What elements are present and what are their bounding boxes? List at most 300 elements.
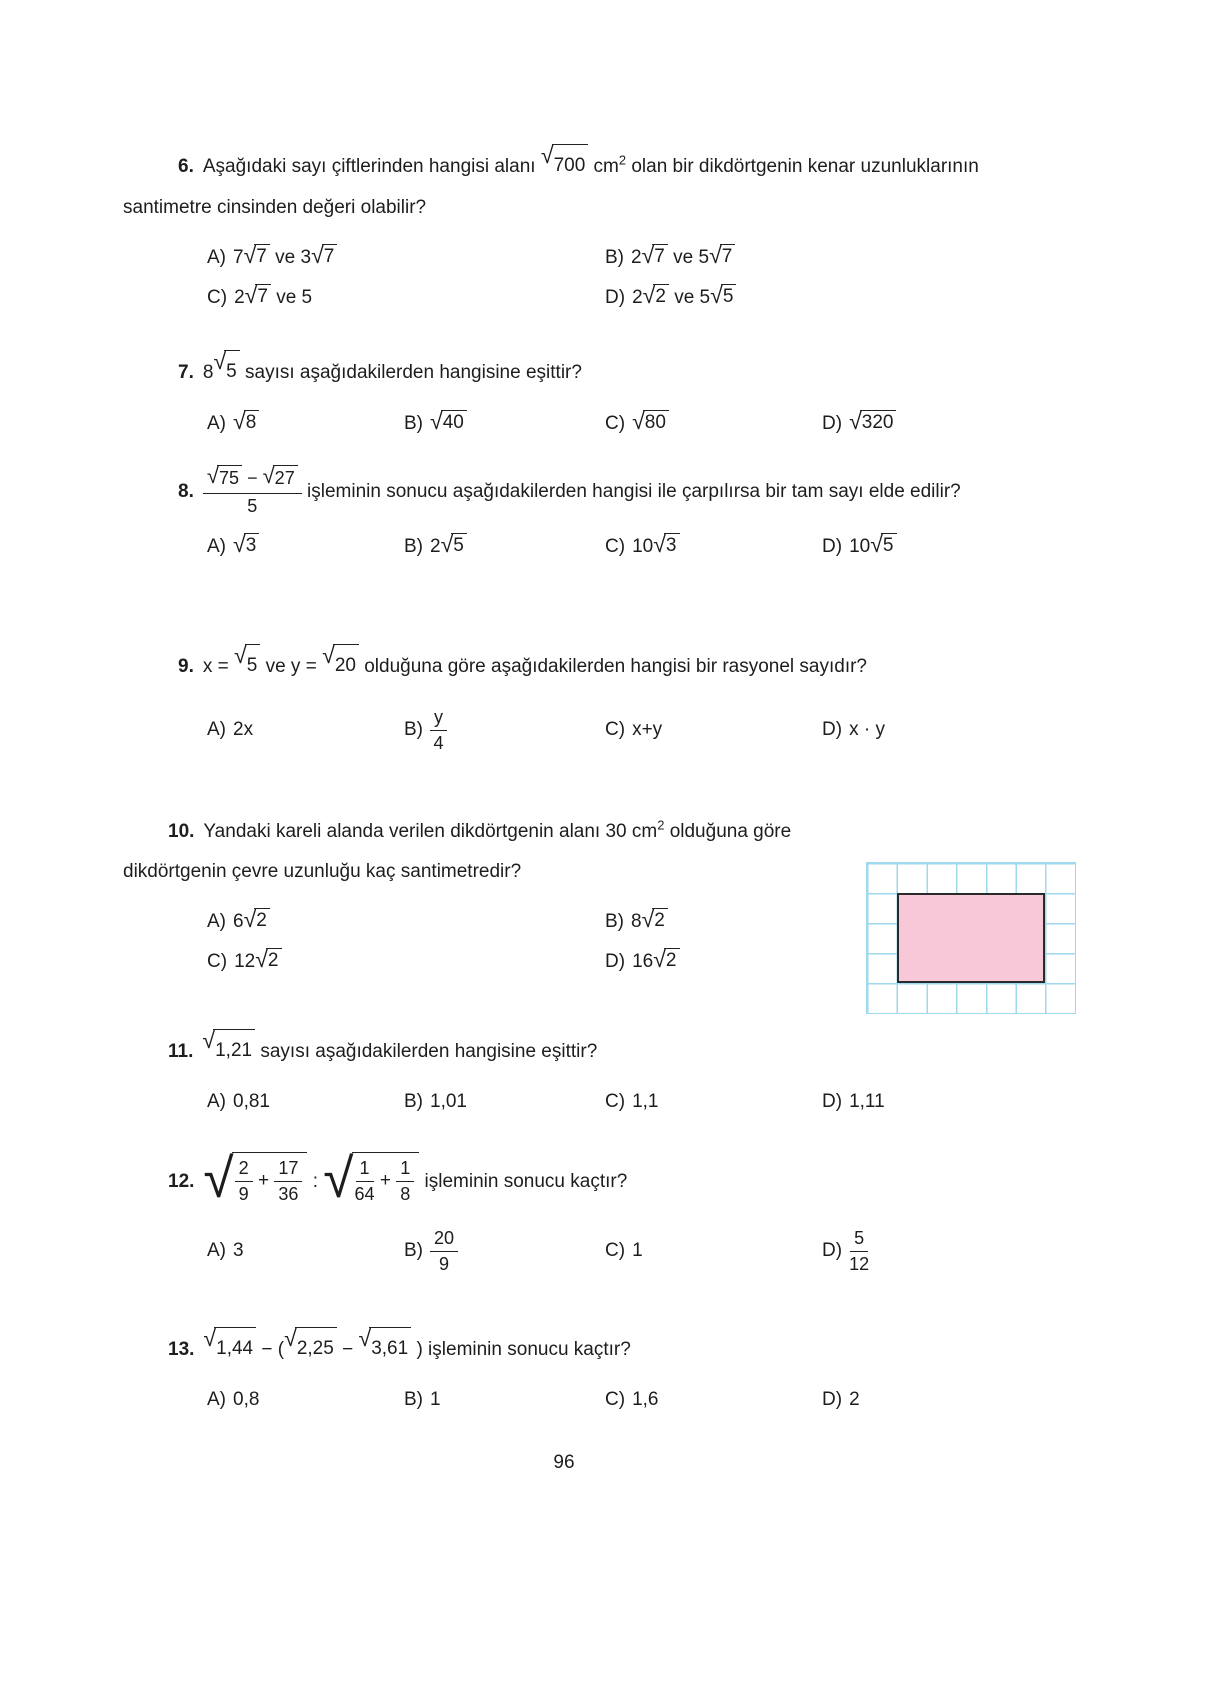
denominator — [400, 1182, 410, 1206]
option-value — [234, 946, 281, 973]
numerator — [850, 1227, 868, 1252]
math-text: 5 — [854, 1228, 865, 1249]
radicand — [652, 908, 668, 932]
option — [207, 1091, 404, 1113]
question-text — [123, 142, 985, 219]
math-text: 2 — [430, 536, 441, 558]
math-text: 4 — [433, 732, 444, 753]
shaded-rectangle — [897, 893, 1046, 983]
option-label: C) — [207, 287, 228, 309]
math-text: ve y = — [260, 656, 323, 678]
radicand — [652, 244, 668, 268]
options-row — [207, 706, 1013, 754]
option-value — [632, 1091, 658, 1112]
math-text: 7 — [323, 246, 335, 268]
math-text: cm — [588, 156, 619, 178]
radical-sign-icon: √ — [206, 463, 219, 488]
option-value — [849, 531, 896, 558]
radical-expression — [870, 533, 896, 557]
math-text: Yandaki kareli alanda verilen dikdörtgenin alanı 30 cm — [203, 821, 658, 843]
option — [404, 706, 605, 754]
numerator — [203, 463, 302, 494]
option-label: A) — [207, 719, 226, 741]
denominator — [433, 731, 443, 755]
numerator — [430, 706, 447, 731]
options-row — [207, 242, 1013, 310]
question-number: 9. — [178, 656, 194, 678]
numerator — [235, 1157, 253, 1182]
question-stem — [123, 1325, 1013, 1371]
option-label: A) — [207, 1091, 226, 1112]
math-text: 5 — [247, 495, 258, 516]
radicand — [255, 284, 271, 308]
radicand — [214, 1327, 256, 1369]
radical-sign-icon: √ — [540, 142, 554, 169]
radicand — [369, 1327, 411, 1369]
question — [123, 642, 1013, 754]
math-text: 3 — [233, 1240, 244, 1262]
option — [605, 719, 822, 741]
option-value — [233, 1389, 259, 1410]
option — [822, 408, 1013, 436]
radical-sign-icon: √ — [709, 242, 722, 269]
option-value — [631, 906, 668, 933]
option — [822, 719, 1013, 741]
math-text: x · y — [849, 719, 885, 741]
superscript: 2 — [657, 818, 665, 833]
math-text: 1 — [400, 1158, 411, 1178]
radical-sign-icon: √ — [203, 1325, 217, 1351]
option-value — [632, 282, 736, 309]
radicand — [720, 244, 736, 268]
question-stem — [123, 141, 1013, 228]
radicand — [254, 908, 270, 932]
option-value — [632, 408, 669, 434]
option — [822, 531, 1013, 559]
radical-expression — [643, 284, 669, 308]
math-text: 40 — [442, 412, 464, 433]
radicand — [232, 1152, 308, 1207]
math-text: 64 — [354, 1183, 375, 1204]
radical-expression — [653, 948, 679, 972]
option-label: C) — [207, 951, 228, 973]
options-row — [207, 1389, 1013, 1411]
option — [605, 906, 823, 934]
radical-sign-icon: √ — [440, 531, 454, 558]
option-value — [632, 1240, 643, 1261]
radical-expression — [441, 533, 467, 557]
math-text: 320 — [861, 412, 894, 433]
math-text: − ( — [256, 1339, 285, 1361]
math-text: sayısı aşağıdakilerden hangisine eşittir? — [239, 362, 582, 384]
option-label: A) — [207, 911, 226, 933]
question-number: 13. — [168, 1339, 195, 1361]
radical-expression — [244, 244, 270, 268]
option — [207, 719, 404, 741]
option-label: D) — [822, 719, 843, 741]
question-text — [202, 348, 582, 384]
radical-expression — [541, 144, 588, 186]
math-text: 7 — [721, 246, 733, 268]
option-label: C) — [605, 1240, 626, 1262]
option-value — [849, 1091, 885, 1112]
fraction — [396, 1157, 414, 1205]
radical-sign-icon: √ — [213, 348, 227, 374]
radicand — [451, 533, 467, 557]
math-text: ve 3 — [269, 247, 312, 269]
option-label: D) — [605, 287, 626, 309]
question-stem — [123, 463, 1013, 517]
denominator — [239, 1182, 249, 1206]
radical-expression — [709, 244, 735, 268]
math-text: 1 — [430, 1389, 441, 1410]
option — [207, 282, 605, 310]
math-text: işleminin sonucu aşağıdakilerden hangisi ile çarpılırsa bir tam sayı elde edilir? — [301, 481, 961, 503]
math-text: 1 — [632, 1240, 643, 1262]
radicand — [721, 284, 737, 308]
radical-expression — [323, 1147, 419, 1209]
radical-expression — [244, 908, 270, 932]
option — [207, 242, 605, 270]
radical-expression — [653, 533, 679, 557]
superscript: 2 — [618, 153, 627, 168]
radical-expression — [233, 533, 259, 557]
option-value — [849, 1228, 870, 1274]
math-text: 3 — [665, 535, 677, 557]
radicand — [266, 948, 282, 972]
option-value — [631, 242, 735, 269]
math-text: x = — [202, 656, 235, 678]
question-stem — [123, 1027, 1013, 1073]
math-text: 7 — [233, 247, 244, 269]
question-stem — [123, 806, 823, 892]
fraction — [355, 1157, 375, 1205]
options-row — [207, 906, 823, 974]
radical-sign-icon: √ — [233, 531, 246, 558]
math-text: 2 — [654, 910, 665, 932]
question-number: 10. — [168, 821, 195, 843]
numerator — [396, 1157, 414, 1182]
option — [207, 1240, 404, 1262]
math-text: 0,8 — [233, 1389, 260, 1410]
option-label: B) — [404, 1389, 423, 1410]
radical-expression — [632, 410, 669, 434]
math-text: 2 — [267, 950, 279, 972]
option-label: B) — [404, 1240, 423, 1262]
math-text: 1,11 — [849, 1091, 885, 1112]
radical-sign-icon: √ — [653, 946, 666, 973]
option-label: A) — [207, 1389, 226, 1410]
radical-sign-icon: √ — [233, 408, 246, 434]
numerator — [274, 1157, 302, 1182]
question-text — [203, 463, 961, 516]
option-value — [632, 531, 679, 558]
math-text: 2 — [256, 910, 267, 932]
fraction — [203, 463, 302, 517]
math-text: 7 — [257, 286, 268, 308]
option-value — [430, 408, 467, 434]
question-stem — [123, 1147, 1013, 1209]
option — [404, 408, 605, 436]
math-text: 5 — [882, 535, 894, 557]
radical-expression — [203, 1327, 256, 1369]
math-text: 2 — [234, 287, 245, 309]
radical-expression — [710, 284, 736, 308]
option-label: D) — [605, 951, 626, 973]
math-text: 5 — [246, 655, 258, 676]
radicand — [322, 244, 338, 268]
radical-expression — [233, 410, 259, 434]
math-text: 3 — [245, 535, 257, 557]
radicand — [213, 1029, 255, 1071]
option-label: B) — [404, 719, 423, 741]
option-value — [849, 408, 896, 434]
option — [605, 946, 823, 974]
question-number: 11. — [168, 1041, 194, 1063]
radicand — [881, 533, 897, 557]
option-label: C) — [605, 719, 626, 741]
math-text: 2 — [665, 950, 677, 972]
math-text: 12 — [849, 1253, 870, 1274]
radicand — [664, 948, 680, 972]
math-text: 1 — [359, 1158, 370, 1178]
radical-sign-icon: √ — [202, 1027, 216, 1053]
radicand — [643, 410, 669, 434]
radical-expression — [322, 644, 359, 686]
math-text: 2 — [655, 286, 666, 308]
math-text: ve 5 — [667, 247, 710, 269]
option — [822, 1227, 1013, 1275]
question — [123, 806, 823, 974]
radical-expression — [849, 410, 896, 434]
radicand — [217, 465, 242, 490]
option — [605, 1240, 822, 1262]
option-value — [430, 707, 447, 753]
radical-expression — [207, 465, 242, 490]
option-value — [233, 906, 270, 933]
radical-sign-icon: √ — [243, 906, 257, 933]
math-text: 1,01 — [430, 1091, 467, 1112]
math-text: 1,1 — [632, 1091, 659, 1112]
page-number: 96 — [553, 1452, 575, 1473]
question-number: 12. — [168, 1170, 195, 1192]
radical-sign-icon: √ — [653, 531, 666, 558]
option-label: C) — [605, 1389, 626, 1410]
denominator — [439, 1252, 449, 1276]
option-label: A) — [207, 1240, 226, 1262]
math-text: y — [434, 707, 444, 727]
option-value — [632, 946, 679, 973]
options-row — [207, 1227, 1013, 1275]
radical-expression — [245, 284, 271, 308]
math-text: 36 — [278, 1183, 299, 1204]
radical-sign-icon: √ — [870, 531, 883, 558]
radical-expression — [311, 244, 337, 268]
math-text: olan bir dikdörtgenin kenar uzunluklarının santimetre cinsinden değeri olabilir? — [123, 156, 985, 219]
radical-expression — [203, 1147, 307, 1209]
math-text: ve 5 — [668, 287, 711, 309]
math-text: sayısı aşağıdakilerden hangisine eşittir? — [255, 1041, 598, 1063]
question-text — [123, 818, 797, 883]
math-text: 9 — [238, 1183, 249, 1204]
options-row — [207, 531, 1013, 559]
math-text: + — [374, 1170, 397, 1192]
math-text: 10 — [849, 536, 871, 558]
math-text: 1,44 — [216, 1338, 254, 1359]
option — [605, 408, 822, 436]
option — [822, 1091, 1013, 1113]
option-label: C) — [605, 413, 626, 435]
option-label: D) — [822, 536, 843, 558]
question — [123, 1325, 1013, 1411]
math-text: 9 — [439, 1253, 450, 1274]
math-text: + — [252, 1170, 275, 1192]
numerator — [430, 1227, 458, 1252]
option — [605, 531, 822, 559]
math-text: 20 — [434, 1228, 455, 1249]
radicand — [295, 1327, 337, 1369]
math-text: ve 5 — [270, 287, 313, 309]
radicand — [244, 410, 260, 434]
math-text: ) işleminin sonucu kaçtır? — [411, 1339, 631, 1361]
denominator — [278, 1182, 298, 1206]
question-number: 8. — [178, 481, 194, 503]
math-text: 12 — [234, 951, 256, 973]
radical-expression — [642, 908, 668, 932]
radical-sign-icon: √ — [323, 1147, 354, 1209]
option — [404, 1091, 605, 1113]
option-value — [233, 242, 337, 269]
math-text: 2 — [238, 1158, 249, 1178]
radical-expression — [263, 465, 298, 490]
math-text: 7 — [654, 246, 665, 268]
math-text: 17 — [278, 1158, 299, 1178]
option-label: B) — [404, 413, 423, 435]
radical-sign-icon: √ — [243, 242, 257, 269]
radical-sign-icon: √ — [203, 1147, 234, 1209]
denominator — [355, 1182, 375, 1206]
radical-sign-icon: √ — [849, 408, 862, 434]
math-text: 8 — [631, 911, 642, 933]
radical-sign-icon: √ — [234, 642, 247, 668]
radical-sign-icon: √ — [632, 408, 645, 434]
math-text: 27 — [274, 468, 295, 488]
option — [404, 1227, 605, 1275]
option-value — [233, 1240, 244, 1261]
option — [605, 1389, 822, 1411]
option-label: D) — [822, 413, 843, 435]
question-stem — [123, 642, 1013, 688]
option — [207, 1389, 404, 1411]
option-label: B) — [404, 536, 423, 558]
option-value — [632, 1389, 658, 1410]
radical-expression — [202, 1029, 255, 1071]
option-label: C) — [605, 536, 626, 558]
radical-sign-icon: √ — [642, 282, 656, 309]
math-text: 2x — [233, 719, 254, 741]
math-text: 3,61 — [371, 1338, 409, 1359]
math-text: 16 — [632, 951, 654, 973]
math-text: 8 — [400, 1183, 411, 1204]
math-text: 2 — [849, 1389, 860, 1410]
math-text: olduğuna göre aşağıdakilerden hangisi bir rasyonel sayıdır? — [358, 656, 867, 678]
math-text: 2,25 — [296, 1338, 334, 1359]
question — [123, 463, 1013, 559]
option — [605, 1091, 822, 1113]
math-text: 700 — [553, 155, 586, 177]
math-text: x+y — [632, 719, 663, 741]
radical-expression — [642, 244, 668, 268]
radical-sign-icon: √ — [430, 408, 443, 434]
question — [123, 1027, 1013, 1113]
radical-sign-icon: √ — [255, 946, 268, 973]
radicand — [254, 244, 270, 268]
radicand — [245, 644, 261, 686]
math-text: 2 — [631, 247, 642, 269]
radical-expression — [213, 350, 239, 392]
math-text: 5 — [453, 535, 464, 557]
option — [207, 531, 404, 559]
math-text: işleminin sonucu kaçtır? — [419, 1170, 628, 1192]
radicand — [224, 350, 240, 392]
math-text: 5 — [722, 286, 734, 308]
radical-expression — [284, 1327, 337, 1369]
fraction — [430, 1227, 458, 1275]
radical-expression — [255, 948, 281, 972]
option-label: A) — [207, 247, 226, 269]
option-value — [849, 1389, 860, 1410]
option-label: A) — [207, 536, 226, 558]
option — [605, 282, 1013, 310]
math-text: 8 — [202, 362, 214, 384]
option-value — [234, 282, 313, 309]
math-text: 6 — [233, 911, 244, 933]
fraction — [430, 706, 447, 754]
denominator — [247, 494, 257, 518]
option — [404, 1389, 605, 1411]
fraction — [274, 1157, 302, 1205]
fraction — [235, 1157, 253, 1205]
numerator — [356, 1157, 374, 1182]
question-text — [203, 1325, 631, 1361]
radicand — [244, 533, 260, 557]
option-label: D) — [822, 1389, 843, 1410]
question-number: 6. — [178, 156, 194, 178]
math-text: 2 — [632, 287, 643, 309]
math-text: 5 — [226, 361, 237, 382]
question — [123, 348, 1013, 436]
math-text: 1,6 — [632, 1389, 659, 1410]
radical-sign-icon: √ — [262, 463, 275, 488]
option-value — [233, 1091, 270, 1112]
math-text: 8 — [245, 412, 257, 433]
radicand — [860, 410, 897, 434]
question — [123, 1147, 1013, 1275]
math-text: 80 — [644, 412, 666, 433]
radicand — [664, 533, 680, 557]
radicand — [653, 284, 669, 308]
question-text — [203, 1147, 628, 1209]
radicand — [352, 1152, 420, 1207]
options-row — [207, 1091, 1013, 1113]
option-label: D) — [822, 1240, 843, 1262]
question-stem — [123, 348, 1013, 394]
radical-sign-icon: √ — [358, 1325, 372, 1351]
option-label: D) — [822, 1091, 843, 1112]
math-text: 0,81 — [233, 1091, 270, 1112]
math-text: − — [336, 1339, 359, 1361]
option-label: B) — [605, 247, 624, 269]
